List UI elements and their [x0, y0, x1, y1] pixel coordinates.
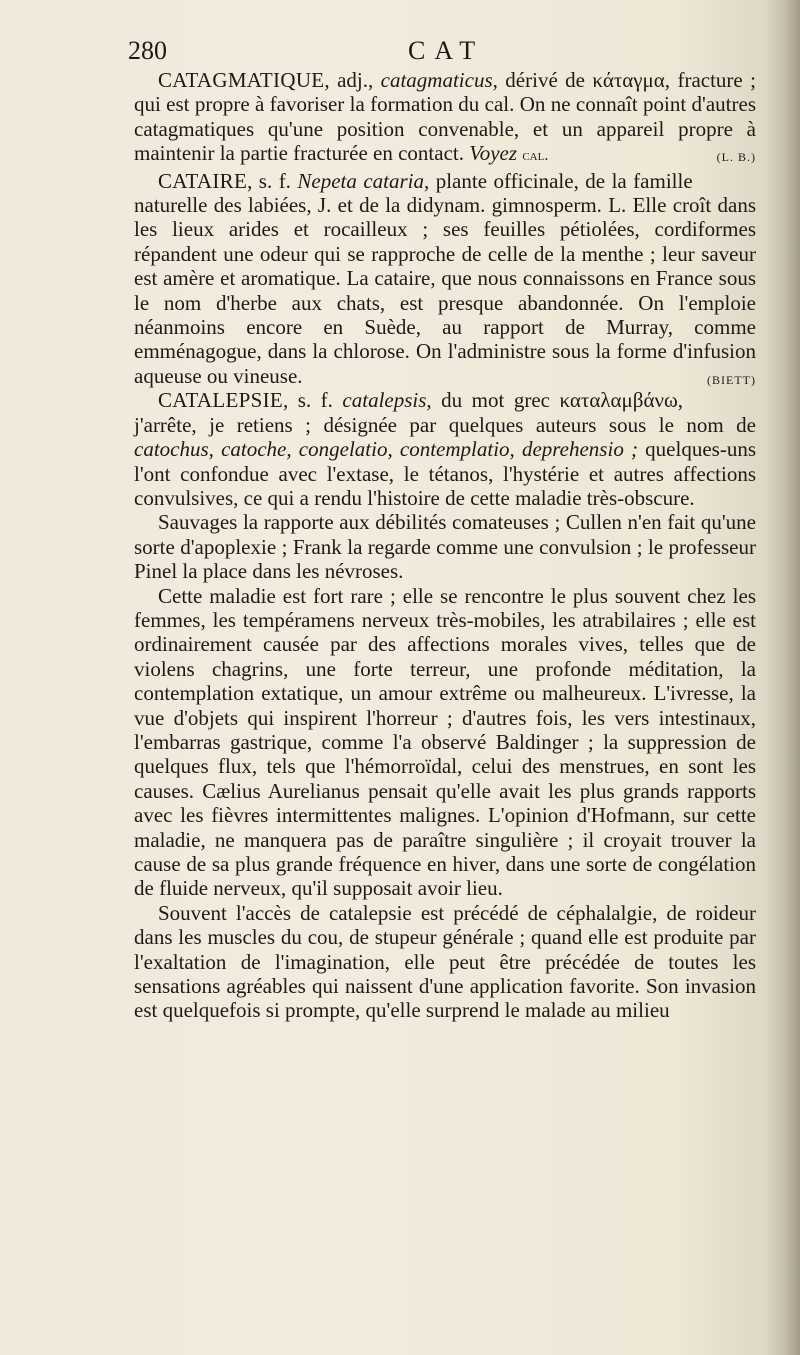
- synonym-list: catochus, catoche, congelatio, contemplatio, deprehensio ;: [134, 437, 638, 462]
- page-header: [128, 36, 756, 70]
- author-signature: (L. B.): [716, 150, 756, 165]
- latin-term: Nepeta cataria: [297, 168, 425, 193]
- running-head: CAT: [408, 36, 485, 65]
- latin-term: catalepsis: [342, 388, 427, 413]
- headword: CATALEPSIE: [158, 388, 283, 413]
- headword: CATAIRE: [158, 168, 248, 193]
- page-number: 280: [128, 36, 167, 65]
- dictionary-text: [134, 68, 756, 1023]
- paragraph: Cette maladie est fort rare ; elle se rencontre le plus souvent chez les femmes, les tempéramens nerveux très-mobiles, les atrabilaires ; elle est ordinairement causée par des affections morales vives, telles que de violens chagrins, une forte terreur, une profonde méditation, la contemplation extatique, un amour extrême ou malheureux. L'ivresse, la vue d'objets qui inspirent l'horreur ; d'autres fois, les vers intestinaux, l'embarras gastrique, comme l'a observé Baldinger ; la suppression de quelques flux, tels que l'hémorroïdal, celui des menstrues, en sont les causes. Cælius Aurelianus pensait qu'elle avait les plus grands rapports avec les fièvres intermittentes malignes. L'opinion d'Hofmann, sur cette maladie, ne manquera pas de paraître singulière ; il croyait trouver la cause de sa plus grande fréquence en hiver, dans une sorte de congélation de fluide nerveux, qu'il supposait avoir lieu.: [134, 583, 756, 901]
- entry-catagmatique: CATAGMATIQUE, adj., catagmaticus, dérivé de κάταγμα, fracture ; qui est propre à favoriser la formation du cal. On ne connaît point d'autres catagmatiques qu'une position convenable, et un appareil propre à maintenir la partie fracturée en contact. Voyez cal. (L. B.): [134, 68, 756, 169]
- author-signature: (BIETT): [707, 372, 756, 387]
- headword: CATAGMATIQUE: [158, 68, 325, 92]
- cross-reference-label: Voyez: [469, 141, 518, 166]
- paragraph: Souvent l'accès de catalepsie est précédé de céphalalgie, de roideur dans les muscles du cou, de stupeur générale ; quand elle est produite par l'exaltation de l'imagination, elle peut être précédée de toutes les sensations agréables qui naissent d'une application favorite. Son invasion est quelquefois si prompte, qu'elle surprend le malade au milieu: [134, 900, 756, 1023]
- entry-catalepsie: CATALEPSIE, s. f. catalepsis, du mot grec καταλαμβάνω, j'arrête, je retiens ; désignée par quelques auteurs sous le nom de catochus, catoche, congelatio, contemplatio, deprehensio ; quelques-uns l'ont confondue avec l'extase, le tétanos, l'hystérie et autres affections convulsives, ce qui a rendu l'histoire de cette maladie très-obscure.: [134, 388, 756, 510]
- entry-cataire: CATAIRE, s. f. Nepeta cataria, plante officinale, de la famille naturelle des labiées, J. et de la didynam. gimnosperm. L. Elle croît dans les lieux arides et rocailleux ; ses feuilles pétiolées, cordiformes répandent une odeur qui se rapproche de celle de la menthe ; leur saveur est amère et aromatique. La cataire, que nous connaissons en France sous le nom d'herbe aux chats, est presque abandonnée. On l'emploie néanmoins encore en Suède, au rapport de Murray, comme emménagogue, dans la chlorose. On l'administre sous la forme d'infusion aqueuse ou vineuse. (BIETT): [134, 169, 756, 389]
- latin-term: catagmaticus: [380, 68, 493, 92]
- cross-reference: cal.: [522, 147, 549, 165]
- page-gutter-shadow: [766, 0, 800, 1355]
- paragraph: Sauvages la rapporte aux débilités comateuses ; Cullen n'en fait qu'une sorte d'apoplexie ; Frank la regarde comme une convulsion ; le professeur Pinel la place dans les névroses.: [134, 510, 756, 584]
